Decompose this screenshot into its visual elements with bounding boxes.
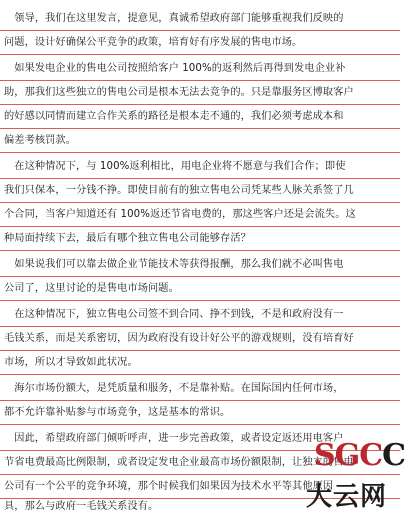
text-line: 助，那我们这些独立的售电公司是根本无法去竞争的。只是靠服务区博取客户 [4, 87, 354, 98]
text-line: 的好感以同情而建立合作关系的路径是根本走不通的，我们必须考虑成本和 [4, 111, 344, 122]
ruled-line [0, 400, 400, 401]
ruled-line [0, 300, 400, 301]
ruled-line [0, 424, 400, 425]
text-line: 公司有一个公平的竞争环境，那个时候我们如果因为技术水平等其他原因 [4, 481, 334, 492]
ruled-line [0, 250, 400, 251]
ruled-line [0, 202, 400, 203]
text-line: 在这种情况下，与 100%返利相比，用电企业将不愿意与我们合作；即使 [4, 161, 346, 172]
text-line: 毛钱关系，而是关系密切，因为政府没有设计好公平的游戏规则，没有培育好 [4, 333, 354, 344]
text-line: 都不允许靠补贴参与市场竞争，这是基本的常识。 [4, 407, 231, 418]
ruled-line [0, 128, 400, 129]
ruled-line [0, 276, 400, 277]
ruled-line [0, 30, 400, 31]
ruled-line [0, 226, 400, 227]
ruled-line [0, 178, 400, 179]
ruled-line [0, 54, 400, 55]
text-line: 海尔市场份额大，是凭质量和服务，不是靠补贴。在国际国内任何市场， [4, 383, 344, 394]
text-line: 在这种情况下，独立售电公司签不到合同、挣不到钱，不是和政府没有一 [4, 309, 344, 320]
text-line: 因此，希望政府部门倾听呼声，进一步完善政策，或者设定返还用电客户 [4, 433, 344, 444]
ruled-line [0, 104, 400, 105]
text-line: 节省电费最高比例限制，或者设定发电企业最高市场份额限制，让独立的售电 [4, 457, 354, 468]
ruled-line [0, 350, 400, 351]
site-watermark-logo [288, 438, 405, 512]
text-line: 个合同，当客户知道还有 100%返还节省电费的，那这些客户还是会流失。这 [4, 209, 356, 220]
ruled-line [0, 326, 400, 327]
text-line: 如果说我们可以靠去做企业节能技术等获得报酬，那么我们就不必叫售电 [4, 259, 344, 270]
ruled-line [0, 80, 400, 81]
ruled-line [0, 152, 400, 153]
watermark-sgcc-text: SGCC [314, 438, 405, 473]
text-line: 领导，我们在这里发言，提意见，真诚希望政府部门能够重视我们反映的 [4, 13, 344, 24]
watermark-site-name: 大云网 [306, 482, 388, 512]
text-line: 问题，设计好确保公平竞争的政策，培育好有序发展的售电市场。 [4, 37, 303, 48]
text-line: 我们只保本，一分钱不挣。即使目前有的独立售电公司凭某些人脉关系签了几 [4, 185, 354, 196]
text-line: 具，那么与政府一毛钱关系没有。 [4, 501, 159, 512]
ruled-line [0, 374, 400, 375]
text-line: 公司了，这里讨论的是售电市场问题。 [4, 283, 179, 294]
text-line: 偏差考核罚款。 [4, 135, 77, 146]
text-line: 种局面持续下去，最后有哪个独立售电公司能够存活？ [4, 233, 251, 244]
text-line: 市场，所以才导致如此状况。 [4, 357, 138, 368]
text-line: 如果发电企业的售电公司按照给客户 100%的返利然后再得到发电企业补 [4, 63, 346, 74]
